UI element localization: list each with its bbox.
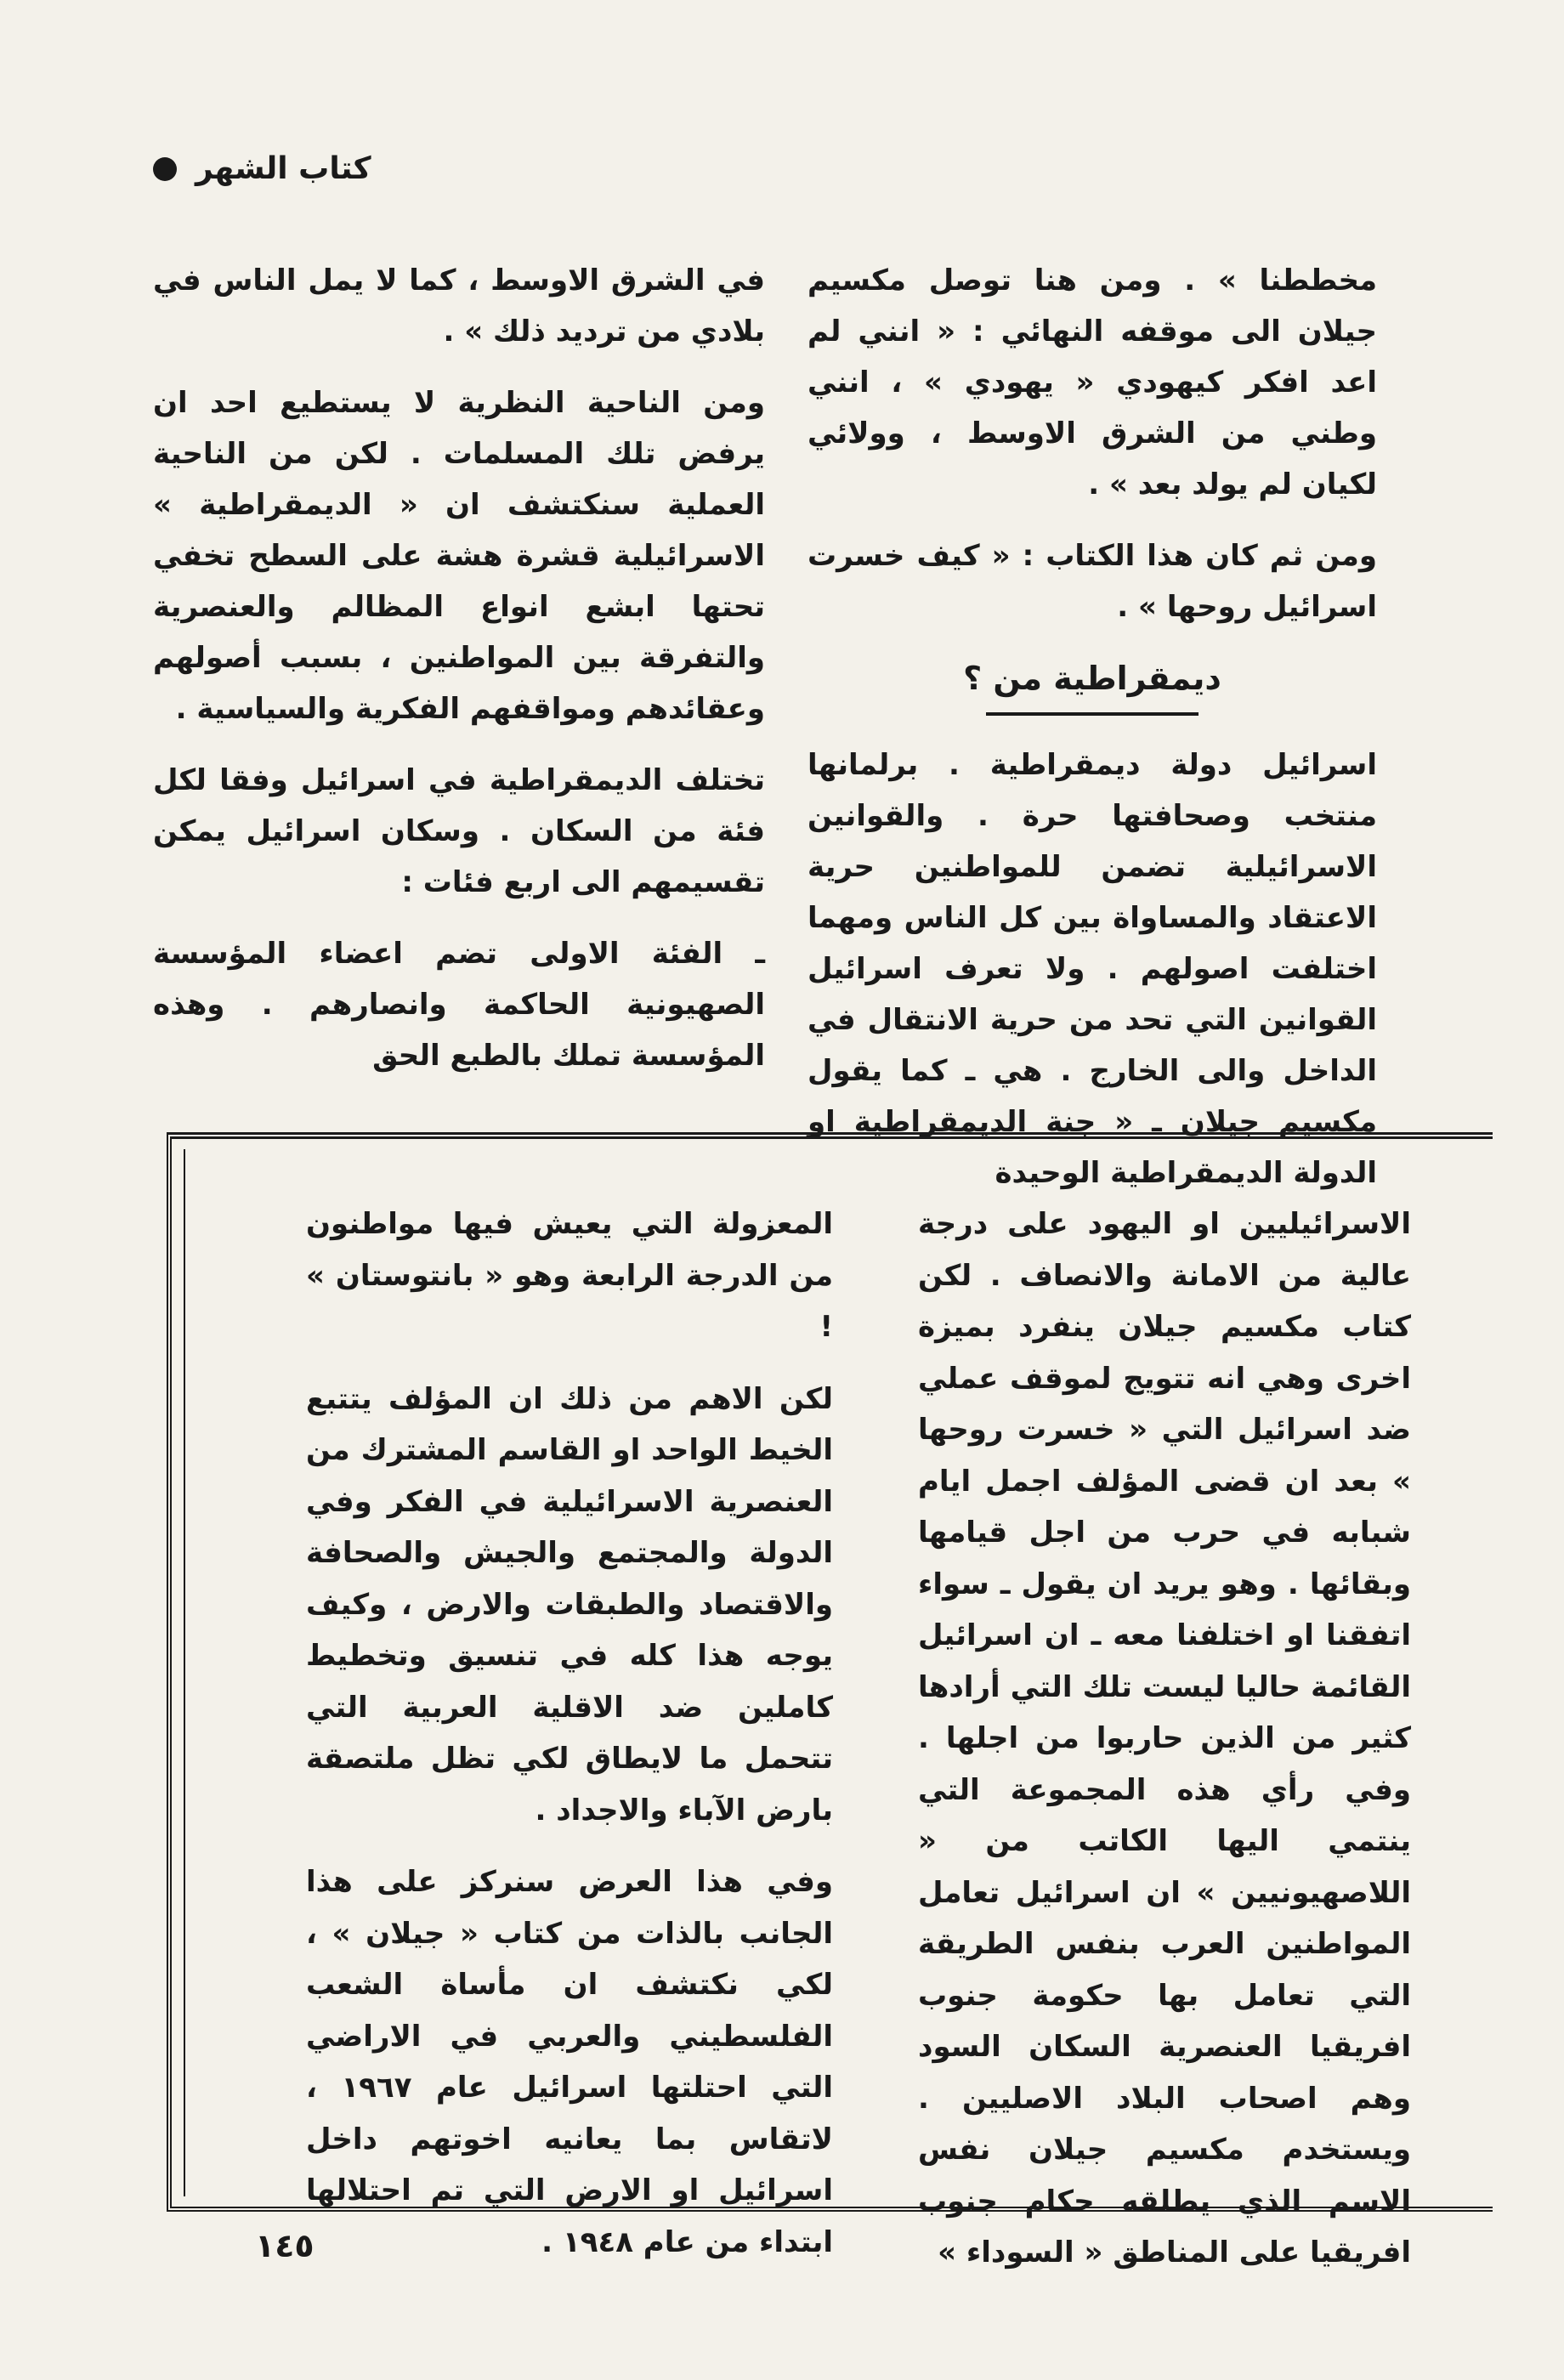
bullet-icon (153, 157, 177, 181)
box-right-column (918, 1198, 1411, 2299)
header-title: كتاب الشهر (196, 151, 371, 186)
paragraph: لكن الاهم من ذلك ان المؤلف يتتبع الخيط الواحد او القاسم المشترك من العنصرية الاسرائيلية في الفكر وفي الدولة والمجتمع والجيش والصحافة والاقتصاد والطبقات والارض ، وكيف يوجه هذا كله في تنسيق وتخطيط كاملين ضد الاقلية العربية التي تتحمل ما لايطاق لكي تظل ملتصقة بارض الآباء والاجداد . (306, 1381, 833, 1828)
running-header (153, 151, 371, 186)
paragraph: اسرائيل دولة ديمقراطية . برلمانها منتخب وصحافتها حرة . والقوانين الاسرائيلية تضمن للمواطنين حرية الاعتقاد والمساواة بين كل الناس ومهما اختلفت اصولهم . ولا تعرف اسرائيل القوانين التي تحد من حرية الانتقال في الداخل والى الخارج . هي ـ كما يقول مكسيم جيلان ـ « جنة الديمقراطية او الدولة الديمقراطية الوحيدة (808, 748, 1377, 1190)
top-left-column (153, 255, 765, 1102)
section-subheading: ديمقراطية من ؟ (963, 660, 1221, 697)
page-number: ١٤٥ (255, 2227, 314, 2264)
top-right-column (808, 255, 1377, 1219)
paragraph: وفي هذا العرض سنركز على هذا الجانب بالذات من كتاب « جيلان » ، لكي نكتشف ان مأساة الشعب الفلسطيني والعربي في الاراضي التي احتلتها اسرائيل عام ١٩٦٧ ، لاتقاس بما يعانيه اخوتهم داخل اسرائيل او الارض التي تم احتلالها ابتداء من عام ١٩٤٨ . (306, 1865, 833, 2259)
paragraph: تختلف الديمقراطية في اسرائيل وفقا لكل فئة من السكان . وسكان اسرائيل يمكن تقسيمهم الى اربع فئات : (153, 763, 765, 899)
paragraph: ومن ثم كان هذا الكتاب : « كيف خسرت اسرائيل روحها » . (808, 539, 1377, 624)
subheading-rule (986, 712, 1198, 716)
paragraph: المعزولة التي يعيش فيها مواطنون من الدرجة الرابعة وهو « بانتوستان » ! (306, 1207, 833, 1344)
paragraph: في الشرق الاوسط ، كما لا يمل الناس في بلادي من ترديد ذلك » . (153, 264, 765, 348)
paragraph: ـ الفئة الاولى تضم اعضاء المؤسسة الصهيونية الحاكمة وانصارهم . وهذه المؤسسة تملك بالطبع الحق (153, 937, 765, 1073)
paragraph: ومن الناحية النظرية لا يستطيع احد ان يرفض تلك المسلمات . لكن من الناحية العملية سنكتشف ان « الديمقراطية » الاسرائيلية قشرة هشة على السطح تخفي تحتها ابشع انواع المظالم والعنصرية والتفرقة بين المواطنين ، بسبب أصولهم وعقائدهم ومواقفهم الفكرية والسياسية . (153, 386, 765, 726)
paragraph: الاسرائيليين او اليهود على درجة عالية من الامانة والانصاف . لكن كتاب مكسيم جيلان ينفرد بميزة اخرى وهي انه تتويج لموقف عملي ضد اسرائيل التي « خسرت روحها » بعد ان قضى المؤلف اجمل ايام شبابه في حرب من اجل قيامها وبقائها . وهو يريد ان يقول ـ سواء اتفقنا او اختلفنا معه ـ ان اسرائيل القائمة حاليا ليست تلك التي أرادها كثير من الذين حاربوا من اجلها . وفي رأي هذه المجموعة التي ينتمي اليها الكاتب من « اللاصهيونيين » ان اسرائيل تعامل المواطنين العرب بنفس الطريقة التي تعامل بها حكومة جنوب افريقيا العنصرية السكان السود وهم اصحاب البلاد الاصليين . ويستخدم مكسيم جيلان نفس الاسم الذي يطلقه حكام جنوب افريقيا على المناطق « السوداء » (918, 1207, 1411, 2270)
box-left-column (306, 1198, 833, 2288)
paragraph: مخططنا » . ومن هنا توصل مكسيم جيلان الى موقفه النهائي : « انني لم اعد افكر كيهودي « يهودي » ، انني وطني من الشرق الاوسط ، وولائي لكيان لم يولد بعد » . (808, 264, 1377, 502)
